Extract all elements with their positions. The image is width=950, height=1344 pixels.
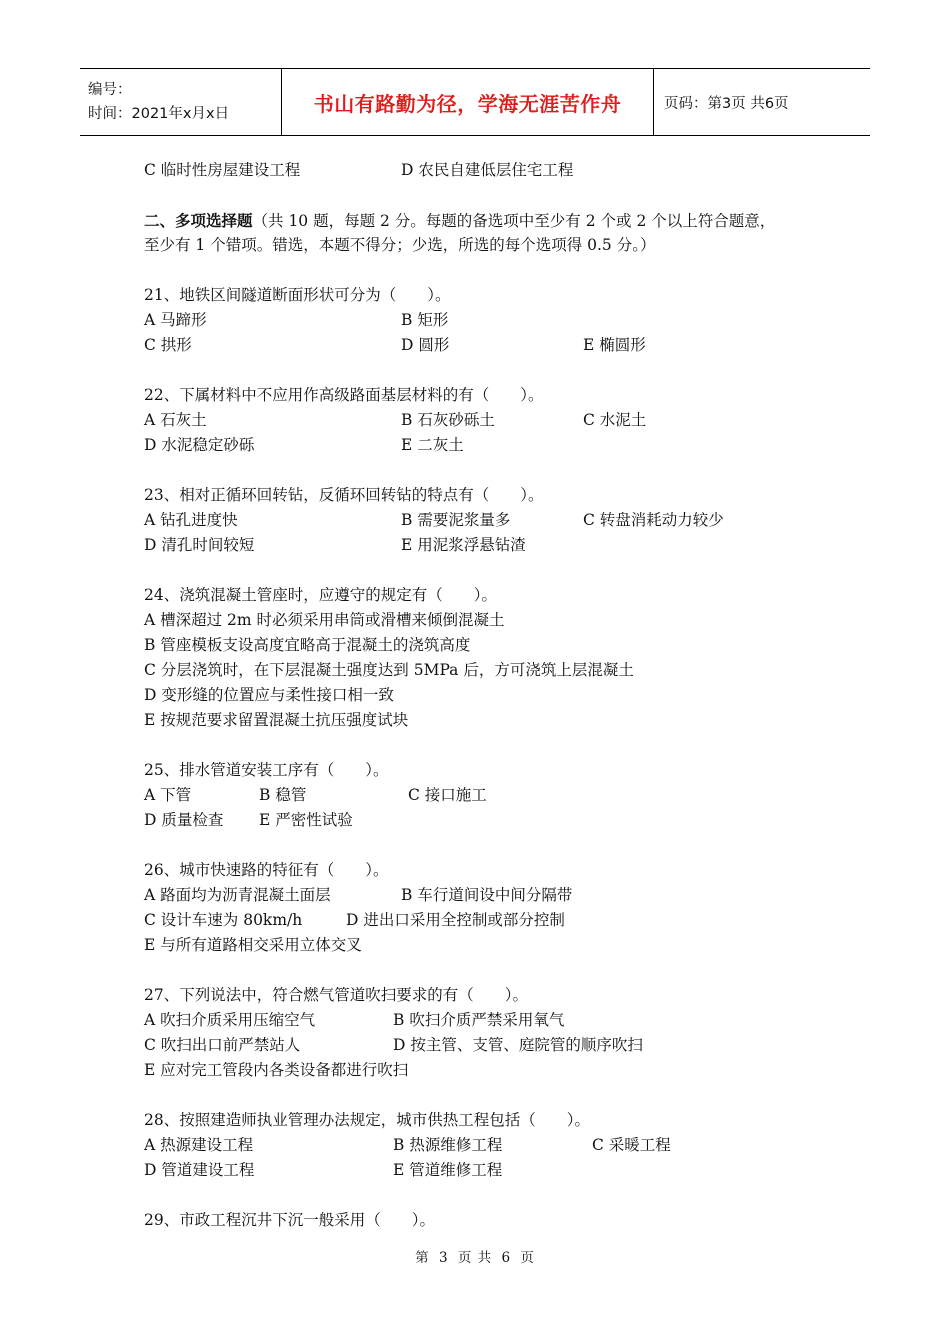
- section-title: 二、多项选择题: [144, 211, 253, 230]
- option-row: [144, 808, 844, 833]
- option-row: [144, 533, 844, 558]
- question-stem: 22、下属材料中不应用作高级路面基层材料的有（ ）。: [144, 386, 544, 404]
- option-d: D 清孔时间较短: [144, 536, 255, 554]
- option-b: B 吹扫介质严禁采用氧气: [393, 1011, 565, 1029]
- section-desc-line1: （共 10 题，每题 2 分。每题的备选项中至少有 2 个或 2 个以上符合题意，: [252, 212, 776, 230]
- footer-page: 3: [438, 1250, 449, 1266]
- section-desc-line2: 至少有 1 个错项。错选，本题不得分；少选，所选的每个选项得 0.5 分。）: [144, 236, 656, 254]
- footer-prefix: 第: [415, 1250, 430, 1266]
- option-row: [144, 433, 844, 458]
- question-stem: 27、下列说法中，符合燃气管道吹扫要求的有（ ）。: [144, 986, 528, 1004]
- section-heading: [144, 208, 844, 233]
- option-e: E 严密性试验: [259, 811, 353, 829]
- option-row: [144, 1158, 844, 1183]
- footer-middle: 页 共: [457, 1250, 493, 1266]
- option-d: D 变形缝的位置应与柔性接口相一致: [144, 686, 394, 704]
- header-page-label: 页码：第3页 共6页: [664, 95, 789, 112]
- question-stem: 23、相对正循环回转钻，反循环回转钻的特点有（ ）。: [144, 486, 544, 504]
- option-a: A 吹扫介质采用压缩空气: [144, 1011, 316, 1029]
- option-b: B 矩形: [401, 311, 449, 329]
- option-row: [144, 308, 844, 333]
- option-e: E 应对完工管段内各类设备都进行吹扫: [144, 1061, 409, 1079]
- option-e: E 椭圆形: [583, 336, 646, 354]
- option-c: C 采暖工程: [592, 1136, 671, 1154]
- option-row: [144, 408, 844, 433]
- option-c: C 临时性房屋建设工程: [144, 161, 301, 179]
- option-b: B 热源维修工程: [393, 1136, 503, 1154]
- option-c: C 吹扫出口前严禁站人: [144, 1036, 301, 1054]
- option-row: [144, 333, 844, 358]
- time-label: 时间：2021年x月x日: [88, 106, 230, 122]
- option-a: A 下管: [144, 786, 192, 804]
- question-stem: 21、地铁区间隧道断面形状可分为（ ）。: [144, 286, 451, 304]
- option-b: B 稳管: [259, 786, 307, 804]
- option-a: A 钻孔进度快: [144, 511, 238, 529]
- option-b: B 车行道间设中间分隔带: [401, 886, 573, 904]
- option-c: C 拱形: [144, 336, 192, 354]
- option-c: C 接口施工: [408, 786, 487, 804]
- option-row: [144, 783, 844, 808]
- option-b: B 需要泥浆量多: [401, 511, 511, 529]
- option-d: D 水泥稳定砂砾: [144, 436, 255, 454]
- footer-suffix: 页: [520, 1250, 535, 1266]
- option-d: D 进出口采用全控制或部分控制: [346, 911, 565, 929]
- header-meta: [80, 69, 282, 135]
- option-c: C 转盘消耗动力较少: [583, 511, 724, 529]
- carry-over-options: [144, 158, 844, 183]
- option-d: D 管道建设工程: [144, 1161, 255, 1179]
- option-d: D 圆形: [401, 336, 450, 354]
- number-label: 编号：: [88, 82, 132, 98]
- option-d: D 质量检查: [144, 811, 224, 829]
- option-row: [144, 1008, 844, 1033]
- page-header: [80, 68, 870, 136]
- option-e: E 与所有道路相交采用立体交叉: [144, 936, 362, 954]
- option-d: D 按主管、支管、庭院管的顺序吹扫: [393, 1036, 643, 1054]
- footer-total: 6: [501, 1250, 512, 1266]
- question-stem: 26、城市快速路的特征有（ ）。: [144, 861, 389, 879]
- page-footer: [0, 1246, 950, 1266]
- option-row: [144, 883, 844, 908]
- option-b: B 石灰砂砾土: [401, 411, 495, 429]
- option-a: A 槽深超过 2m 时必须采用串筒或滑槽来倾倒混凝土: [144, 611, 505, 629]
- question-stem: 28、按照建造师执业管理办法规定，城市供热工程包括（ ）。: [144, 1111, 590, 1129]
- option-e: E 按规范要求留置混凝土抗压强度试块: [144, 711, 409, 729]
- option-a: A 热源建设工程: [144, 1136, 254, 1154]
- option-e: E 用泥浆浮悬钻渣: [401, 536, 526, 554]
- question-stem: 25、排水管道安装工序有（ ）。: [144, 761, 389, 779]
- option-e: E 二灰土: [401, 436, 464, 454]
- option-b: B 管座模板支设高度宜略高于混凝土的浇筑高度: [144, 636, 471, 654]
- question-stem: 24、浇筑混凝土管座时，应遵守的规定有（ ）。: [144, 586, 497, 604]
- option-c: C 分层浇筑时，在下层混凝土强度达到 5MPa 后，方可浇筑上层混凝土: [144, 661, 634, 679]
- option-row: [144, 508, 844, 533]
- header-page-cell: [654, 69, 870, 135]
- header-motto: 书山有路勤为径，学海无涯苦作舟: [313, 91, 622, 116]
- option-row: [144, 1033, 844, 1058]
- option-a: A 石灰土: [144, 411, 207, 429]
- option-e: E 管道维修工程: [393, 1161, 503, 1179]
- option-row: [144, 908, 844, 933]
- option-a: A 路面均为沥青混凝土面层: [144, 886, 331, 904]
- option-c: C 水泥土: [583, 411, 647, 429]
- option-c: C 设计车速为 80km/h: [144, 911, 303, 929]
- option-a: A 马蹄形: [144, 311, 207, 329]
- option-row: [144, 1133, 844, 1158]
- option-d: D 农民自建低层住宅工程: [401, 161, 574, 179]
- header-motto-cell: [282, 69, 654, 135]
- question-stem: 29、市政工程沉井下沉一般采用（ ）。: [144, 1211, 435, 1229]
- document-body: [144, 158, 844, 1233]
